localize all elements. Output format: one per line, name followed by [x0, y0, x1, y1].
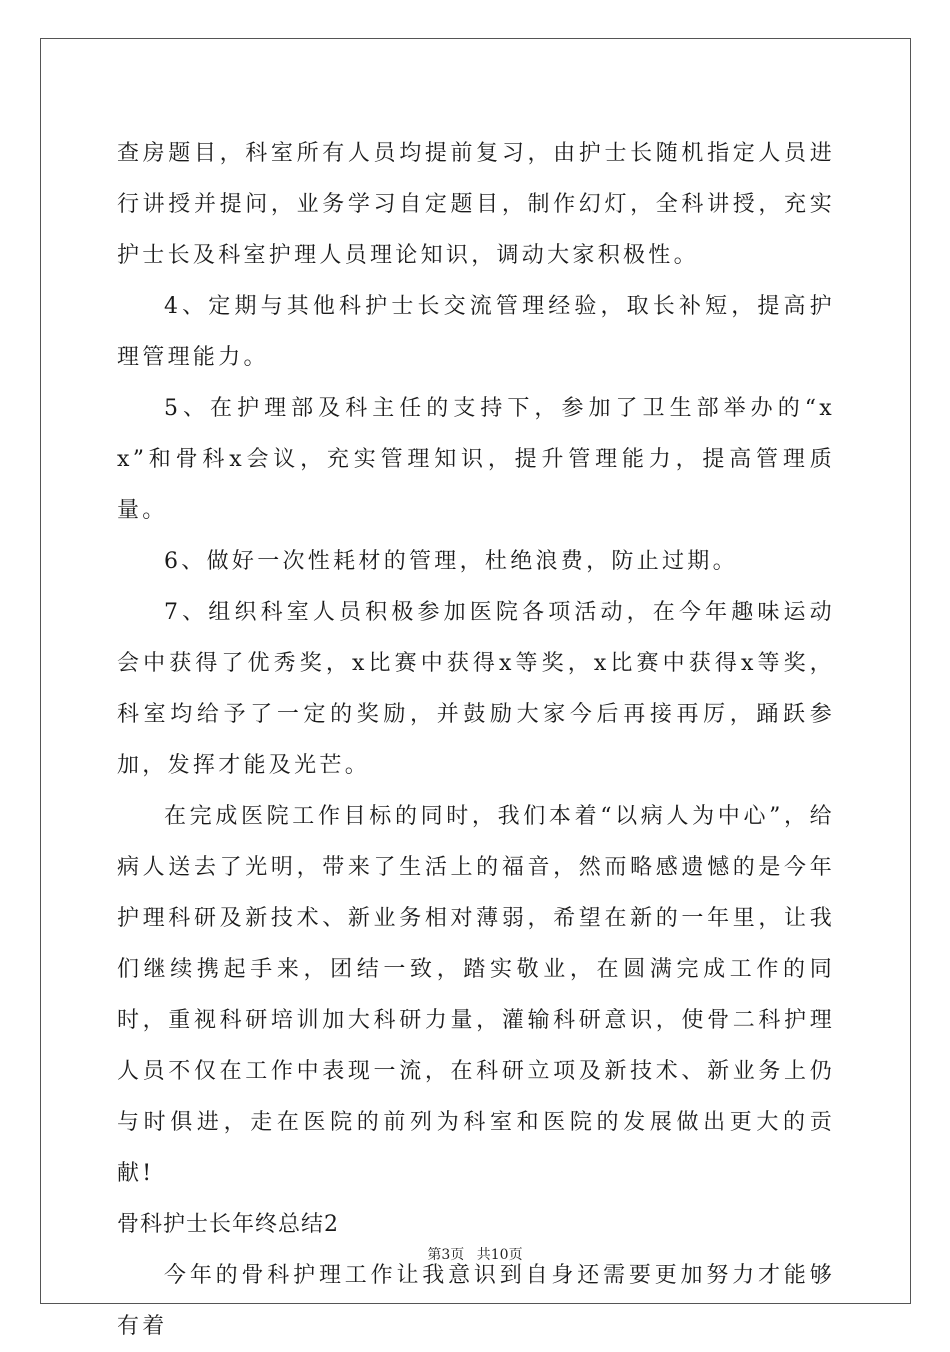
paragraph-4: 6、做好一次性耗材的管理，杜绝浪费，防止过期。 — [164, 549, 738, 574]
page-footer — [0, 1244, 950, 1264]
paragraph-6: 在完成医院工作目标的同时，我们本着“以病人为中心”，给病人送去了光明，带来了生活上的福音，然而略感遗憾的是今年护理科研及新技术、新业务相对薄弱，希望在新的一年里，让我们继续携起手来，团结一致，踏实敬业，在圆满完成工作的同时，重视科研培训加大科研力量，灌输科研意识，使骨二科护理人员不仅在工作中表现一流，在科研立项及新技术、新业务上仍与时俱进，走在医院的前列为科室和医院的发展做出更大的贡献! — [117, 804, 835, 1186]
paragraph-2: 4、定期与其他科护士长交流管理经验，取长补短，提高护理管理能力。 — [117, 294, 835, 370]
paragraph-3: 5、在护理部及科主任的支持下，参加了卫生部举办的“xx”和骨科x会议，充实管理知识，提升管理能力，提高管理质量。 — [117, 396, 835, 523]
paragraph-7: 今年的骨科护理工作让我意识到自身还需要更加努力才能够有着 — [117, 1263, 835, 1339]
paragraph-5: 7、组织科室人员积极参加医院各项活动，在今年趣味运动会中获得了优秀奖，x比赛中获得x等奖，x比赛中获得x等奖，科室均给予了一定的奖励，并鼓励大家今后再接再厉，踊跃参加，发挥才能及光芒。 — [117, 600, 835, 778]
paragraph-1: 查房题目，科室所有人员均提前复习，由护士长随机指定人员进行讲授并提问，业务学习自定题目，制作幻灯，全科讲授，充实护士长及科室护理人员理论知识，调动大家积极性。 — [117, 141, 835, 268]
document-body — [117, 128, 835, 1352]
page-number: 第3页 — [427, 1247, 465, 1263]
page-total: 共10页 — [476, 1247, 523, 1263]
section-heading: 骨科护士长年终总结2 — [117, 1212, 339, 1237]
